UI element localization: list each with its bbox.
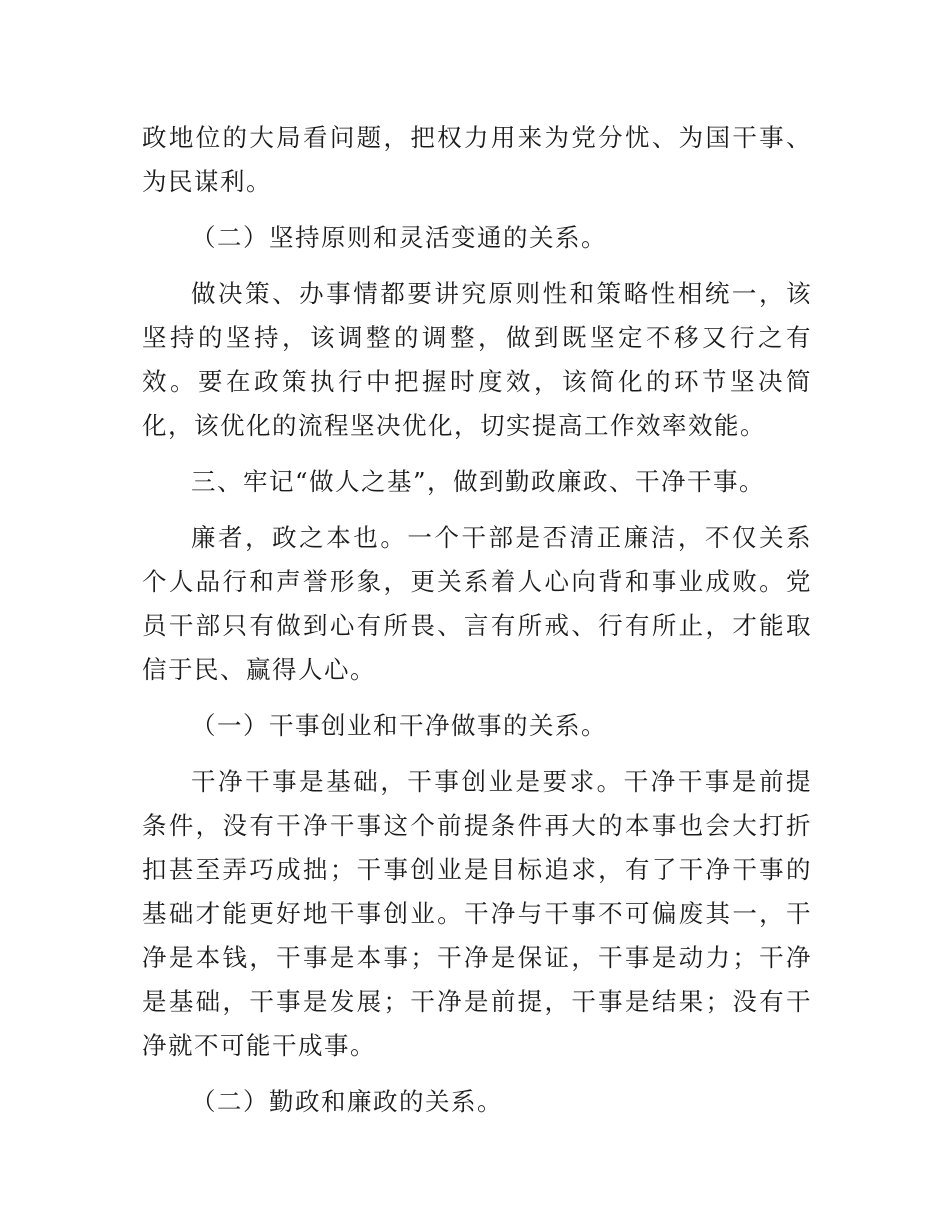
section-heading-three: 三、牢记“做人之基”，做到勤政廉政、干净干事。 bbox=[191, 467, 766, 496]
paragraph-clean-work: 干净干事是基础，干事创业是要求。干净干事是前提条件，没有干净干事这个前提条件再大的本事也会大打折扣甚至弄巧成拙；干事创业是目标追求，有了干净干事的基础才能更好地干事创业。干净与干事不可偏废其一，干净是本钱，干事是本事；干净是保证，干事是动力；干净是基础，干事是发展；干净是前提，干事是结果；没有干净就不可能干成事。 bbox=[142, 767, 812, 1060]
subheading-diligence-integrity: （二）勤政和廉政的关系。 bbox=[191, 1087, 503, 1116]
document-body bbox=[142, 116, 812, 1136]
subheading-work-and-clean: （一）干事创业和干净做事的关系。 bbox=[191, 711, 607, 740]
paragraph-continuation: 政地位的大局看问题，把权力用来为党分忧、为国干事、为民谋利。 bbox=[142, 123, 812, 196]
subheading-principle-flexibility: （二）坚持原则和灵活变通的关系。 bbox=[191, 223, 607, 252]
paragraph-decision-making: 做决策、办事情都要讲究原则性和策略性相统一，该坚持的坚持，该调整的调整，做到既坚定不移又行之有效。要在政策执行中把握时度效，该简化的环节坚决简化，该优化的流程坚决优化，切实提高工作效率效能。 bbox=[142, 279, 812, 440]
paragraph-integrity: 廉者，政之本也。一个干部是否清正廉洁，不仅关系个人品行和声誉形象，更关系着人心向背和事业成败。党员干部只有做到心有所畏、言有所戒、行有所止，才能取信于民、赢得人心。 bbox=[142, 523, 812, 684]
